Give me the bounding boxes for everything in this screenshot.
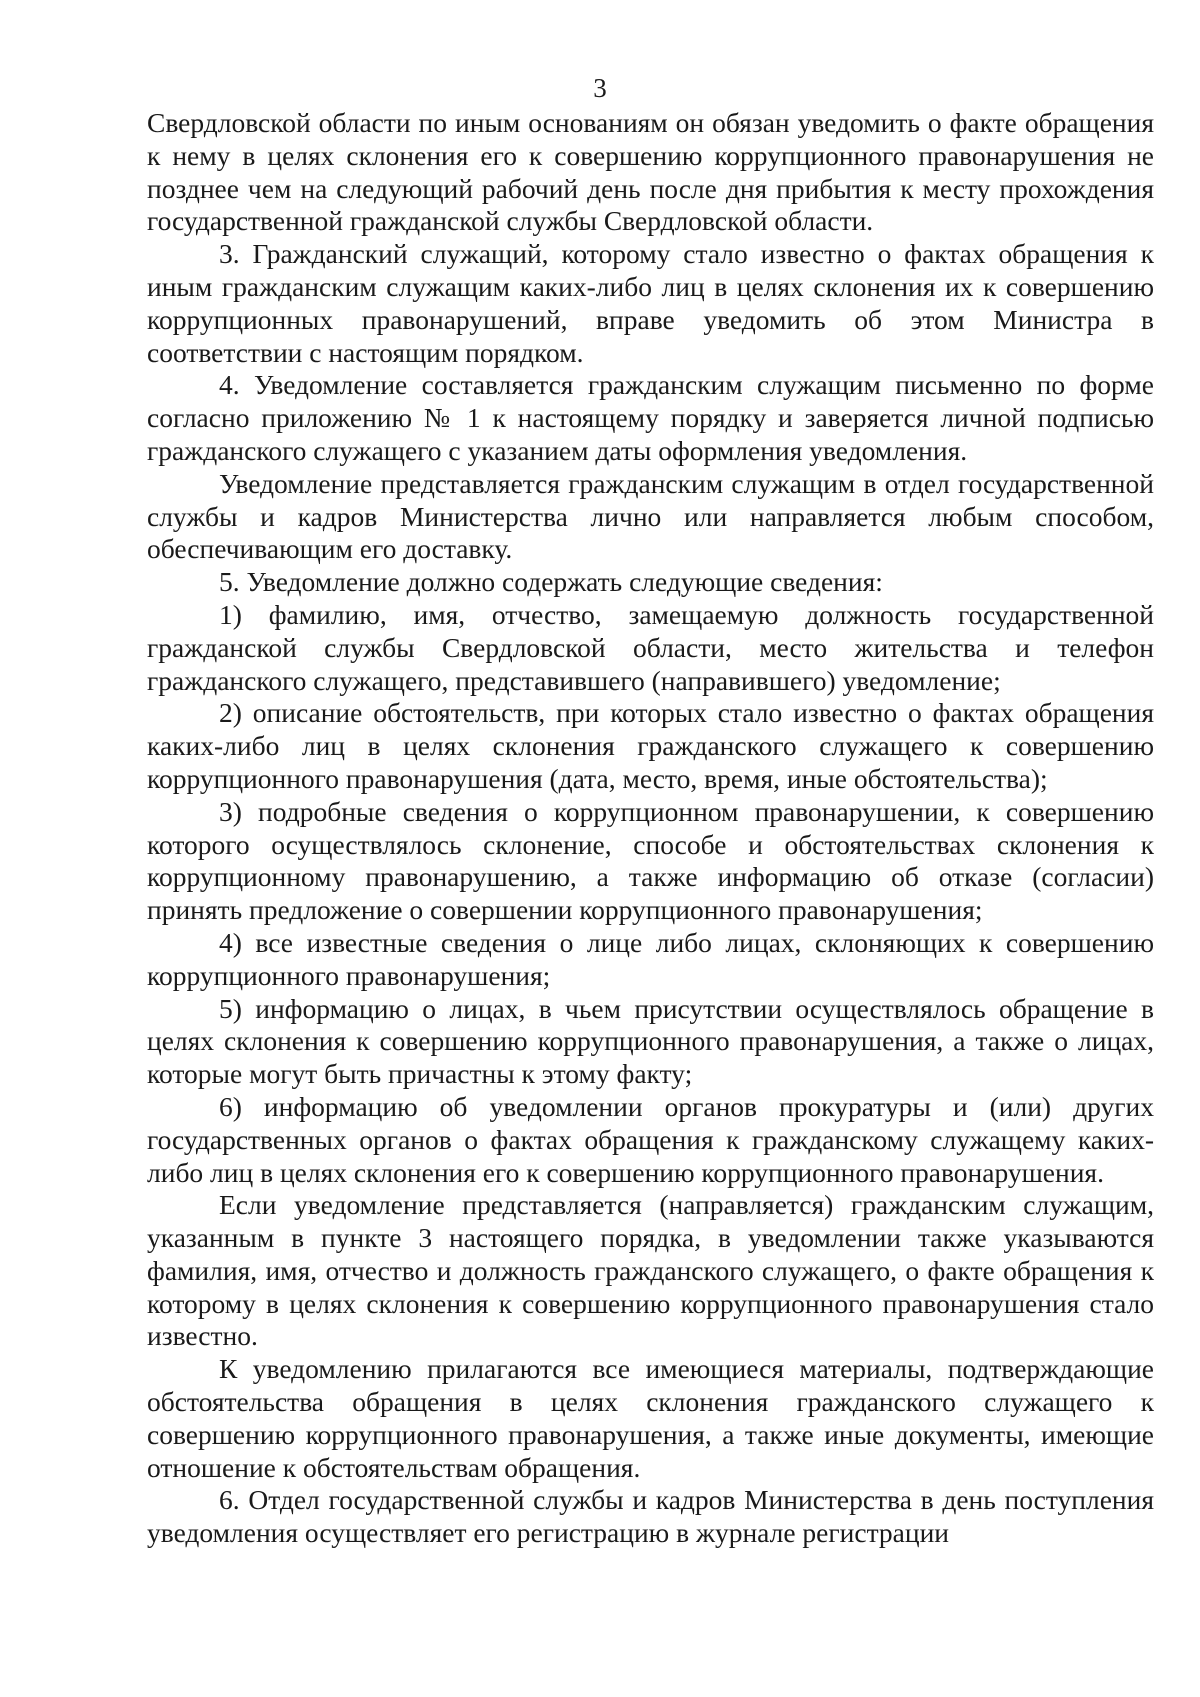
list-item-1: 1) фамилию, имя, отчество, замещаемую должность государственной гражданской службы Свердловской области, место жительства и телефон гражданского служащего, представившего (направившего) уведомление; (147, 598, 1154, 696)
paragraph-delivery: Уведомление представляется гражданским служащим в отдел государственной службы и кадров Министерства лично или направляется любым способом, обеспечивающим его доставку. (147, 467, 1154, 565)
list-item-6: 6) информацию об уведомлении органов прокуратуры и (или) других государственных органов о фактах обращения к гражданскому служащему каких-либо лиц в целях склонения его к совершению коррупционного правонарушения. (147, 1090, 1154, 1188)
list-item-5: 5) информацию о лицах, в чьем присутствии осуществлялось обращение в целях склонения к совершению коррупционного правонарушения, а также о лицах, которые могут быть причастны к этому факту; (147, 992, 1154, 1090)
paragraph-continuation: Свердловской области по иным основаниям он обязан уведомить о факте обращения к нему в целях склонения его к совершению коррупционного правонарушения не позднее чем на следующий рабочий день после дня прибытия к месту прохождения государственной гражданской службы Свердловской области. (147, 107, 1154, 237)
paragraph-item-6: 6. Отдел государственной службы и кадров Министерства в день поступления уведомления осуществляет его регистрацию в журнале регистрации (147, 1484, 1154, 1549)
page-number: 3 (593, 73, 607, 103)
paragraph-item-4: 4. Уведомление составляется гражданским служащим письменно по форме согласно приложению № 1 к настоящему порядку и заверяется личной подписью гражданского служащего с указанием даты оформления уведомления. (147, 369, 1154, 466)
paragraph-item-3: 3. Гражданский служащий, которому стало известно о фактах обращения к иным гражданским служащим каких-либо лиц в целях склонения их к совершению коррупционных правонарушений, вправе уведомить об этом Министра в соответствии с настоящим порядком. (147, 238, 1154, 368)
document-body (147, 107, 1154, 1550)
list-item-4: 4) все известные сведения о лице либо лицах, склоняющих к совершению коррупционного правонарушения; (147, 926, 1154, 991)
list-item-3: 3) подробные сведения о коррупционном правонарушении, к совершению которого осуществлялось склонение, способе и обстоятельствах склонения к коррупционному правонарушению, а также информацию об отказе (согласии) принять предложение о совершении коррупционного правонарушения; (147, 795, 1154, 926)
paragraph-item-5: 5. Уведомление должно содержать следующие сведения: (219, 566, 883, 598)
list-item-2: 2) описание обстоятельств, при которых стало известно о фактах обращения каких-либо лиц в целях склонения гражданского служащего к совершению коррупционного правонарушения (дата, место, время, иные обстоятельства); (147, 697, 1154, 794)
paragraph-attachments: К уведомлению прилагаются все имеющиеся материалы, подтверждающие обстоятельства обращения в целях склонения гражданского служащего к совершению коррупционного правонарушения, а также иные документы, имеющие отношение к обстоятельствам обращения. (147, 1353, 1154, 1483)
paragraph-third-party: Если уведомление представляется (направляется) гражданским служащим, указанным в пункте 3 настоящего порядка, в уведомлении также указываются фамилия, имя, отчество и должность гражданского служащего, о факте обращения к которому в целях склонения к совершению коррупционного правонарушения стало известно. (147, 1189, 1154, 1352)
